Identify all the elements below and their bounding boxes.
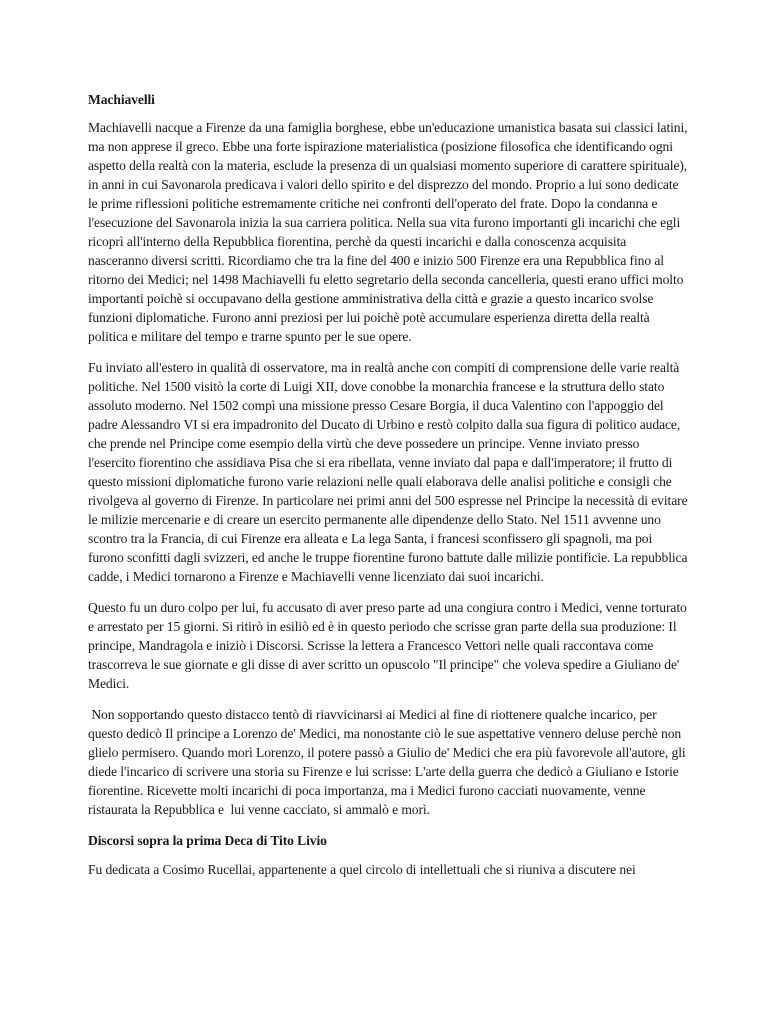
section-title: Discorsi sopra la prima Deca di Tito Livio: [88, 833, 327, 848]
paragraph-3: Questo fu un duro colpo per lui, fu accusato di aver preso parte ad una congiura contro i Medici, venne torturato e arrestato per 15 giorni. Si ritirò in esiliò ed è in questo periodo che scrisse gran parte della sua produzione: Il principe, Mandragola e iniziò i Discorsi. Scrisse la lettera a Francesco Vettori nelle quali raccontava come trascorreva le sue giornate e gli disse di aver scritto un opuscolo "Il principe" che voleva spedire a Giuliano de' Medici.: [88, 600, 687, 691]
document-page: [88, 90, 688, 891]
paragraph-2: Fu inviato all'estero in qualità di osservatore, ma in realtà anche con compiti di comprensione delle varie realtà politiche. Nel 1500 visitò la corte di Luigi XII, dove conobbe la monarchia francese e la struttura dello stato assoluto moderno. Nel 1502 compì una missione presso Cesare Borgia, il duca Valentino con l'appoggio del padre Alessandro VI si era impadronito del Ducato di Urbino e restò colpito dalla sua figura di politico audace, che prende nel Principe come esempio della virtù che deve possedere un principe. Venne inviato presso l'esercito fiorentino che assidiava Pisa che si era ribellata, venne inviato dal papa e dall'imperatore; il frutto di questo missioni diplomatiche furono varie relazioni nelle quali elaborava delle analisi politiche e consigli che rivolgeva al governo di Firenze. In particolare nei primi anni del 500 espresse nel Principe la necessità di evitare le milizie mercenarie e di creare un esercito permanente alle dipendenze dello Stato. Nel 1511 avvenne uno scontro tra la Francia, di cui Firenze era alleata e La lega Santa, i francesi sconfissero gli spagnoli, ma poi furono sconfitti dagli svizzeri, ed anche le truppe fiorentine furono battute dalle milizie pontificie. La repubblica cadde, i Medici tornarono a Firenze e Machiavelli venne licenziato dai suoi incarichi.: [88, 360, 688, 584]
paragraph-1: Machiavelli nacque a Firenze da una famiglia borghese, ebbe un'educazione umanistica basata sui classici latini, ma non apprese il greco. Ebbe una forte ispirazione materialistica (posizione filosofica che identificando ogni aspetto della realtà con la materia, esclude la presenza di un qualsiasi momento superiore di carattere spirituale), in anni in cui Savonarola predicava i valori dello spirito e del disprezzo del mondo. Proprio a lui sono dedicate le prime riflessioni politiche estremamente critiche nei confronti dell'operato del frate. Dopo la condanna e l'esecuzione del Savonarola inizia la sua carriera politica. Nella sua vita furono importanti gli incarichi che egli ricoprì all'interno della Repubblica fiorentina, perchè da questi incarichi e dalla conoscenza acquisita nasceranno diversi scritti. Ricordiamo che tra la fine del 400 e inizio 500 Firenze era una Repubblica fino al ritorno dei Medici; nel 1498 Machiavelli fu eletto segretario della seconda cancelleria, questi erano uffici molto importanti poichè si occupavano della gestione amministrativa della città e grazie a questo incarico svolse funzioni diplomatiche. Furono anni preziosi per lui poichè potè accumulare esperienza diretta della realtà politica e militare del tempo e trarne spunto per le sue opere.: [88, 120, 688, 344]
paragraph-4: Non sopportando questo distacco tentò di riavvicinarsi ai Medici al fine di riottenere qualche incarico, per questo dedicò Il principe a Lorenzo de' Medici, ma nonostante ciò le sue aspettative vennero deluse perchè non glielo permisero. Quando morì Lorenzo, il potere passò a Giulio de' Medici che era più favorevole all'autore, gli diede l'incarico di scrivere una storia su Firenze e lui scrisse: L'arte della guerra che dedicò a Giuliano e Istorie fiorentine. Ricevette molti incarichi di poca importanza, ma i Medici furono cacciati nuovamente, venne ristaurata la Repubblica e lui venne cacciato, si ammalò e morì.: [88, 707, 689, 817]
document-title: Machiavelli: [88, 92, 155, 107]
section-paragraph: Fu dedicata a Cosimo Rucellai, appartenente a quel circolo di intellettuali che si riuniva a discutere nei: [88, 862, 636, 877]
